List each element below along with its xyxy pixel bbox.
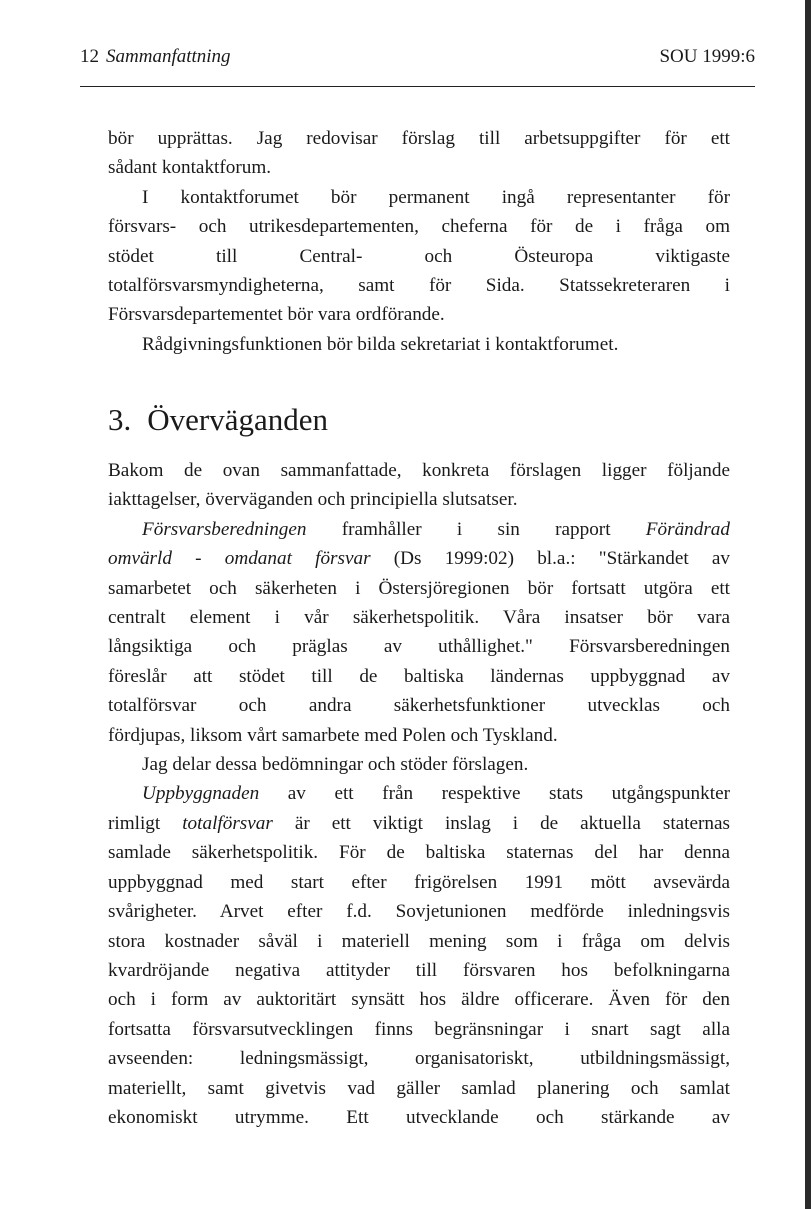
text-line: Bakom de ovan sammanfattade, konkreta förslagen ligger följande — [108, 460, 730, 481]
page-edge-shadow — [805, 0, 811, 1209]
text-line: svårigheter. Arvet efter f.d. Sovjetunionen medförde inledningsvis — [108, 901, 730, 923]
text-line: I kontaktforumet bör permanent ingå representanter för — [142, 186, 730, 208]
italic-ref: Uppbyggnaden — [142, 783, 260, 805]
running-head-left — [80, 46, 231, 68]
text-span: (Ds 1999:02) bl.a.: "Stärkandet av — [370, 548, 730, 570]
text-line: fortsatta försvarsutvecklingen finns begränsningar i snart sagt alla — [108, 1018, 730, 1040]
text-line: materiellt, samt givetvis vad gäller samlad planering och samlat — [108, 1077, 730, 1099]
text-line: samlade säkerhetspolitik. För de baltiska staternas del har denna — [108, 842, 730, 864]
text-line: stora kostnader såväl i materiell mening som i fråga om delvis — [108, 930, 730, 952]
running-head — [80, 46, 755, 76]
text-line: fördjupas, liksom vårt samarbete med Polen och Tyskland. — [108, 724, 558, 746]
italic-ref: omvärld - omdanat försvar — [108, 548, 371, 570]
intro-text — [108, 124, 730, 359]
text-line: iakttagelser, överväganden och principiella slutsatser. — [108, 489, 518, 511]
text-line: sådant kontaktforum. — [108, 157, 272, 179]
italic-ref: Förändrad — [645, 518, 730, 540]
text-line: försvars- och utrikesdepartementen, cheferna för de i fråga om — [108, 216, 730, 238]
text-line: långsiktiga och präglas av uthållighet." Försvarsberedningen — [108, 636, 730, 658]
text-line: bör upprättas. Jag redovisar förslag till arbetsuppgifter för ett — [108, 128, 730, 149]
section-title: Överväganden — [147, 402, 328, 437]
text-span: rimligt — [108, 812, 183, 834]
text-line: stödet till Central- och Östeuropa viktigaste — [108, 245, 730, 267]
italic-ref: Försvarsberedningen — [142, 518, 307, 540]
text-line: totalförsvar och andra säkerhetsfunktioner utvecklas och — [108, 695, 730, 717]
text-line: Rådgivningsfunktionen bör bilda sekretariat i kontaktforumet. — [142, 333, 619, 355]
text-line: samarbetet och säkerheten i Östersjöregionen bör fortsatt utgöra ett — [108, 577, 730, 599]
text-line: centralt element i vår säkerhetspolitik. Våra insatser bör vara — [108, 607, 730, 629]
text-line: Försvarsdepartementet bör vara ordförande. — [108, 304, 445, 326]
text-line: avseenden: ledningsmässigt, organisatoriskt, utbildningsmässigt, — [108, 1048, 730, 1070]
text-line: uppbyggnad med start efter frigörelsen 1991 mött avsevärda — [108, 871, 730, 893]
text-line: ekonomiskt utrymme. Ett utvecklande och stärkande av — [108, 1106, 730, 1128]
text-line: Jag delar dessa bedömningar och stöder förslagen. — [142, 754, 529, 776]
section-title: Sammanfattning — [106, 46, 231, 67]
section-number: 3. — [108, 402, 132, 437]
header-rule — [80, 86, 755, 87]
text-line: totalförsvarsmyndigheterna, samt för Sida. Statssekreteraren i — [108, 275, 730, 297]
page-number: 12 — [80, 46, 99, 67]
text-span: är ett viktigt inslag i de aktuella staternas — [272, 812, 730, 834]
text-span: framhåller i sin rapport — [306, 518, 646, 540]
text-line — [108, 544, 730, 573]
report-id: SOU 1999:6 — [659, 46, 755, 67]
body-text — [108, 456, 730, 1132]
text-line — [108, 809, 730, 838]
text-line — [108, 779, 730, 808]
italic-ref: totalförsvar — [182, 812, 273, 834]
text-line — [108, 515, 730, 544]
section-heading — [108, 400, 328, 440]
text-line: föreslår att stödet till de baltiska ländernas uppbyggnad av — [108, 665, 730, 687]
text-span: av ett från respektive stats utgångspunkter — [259, 783, 730, 805]
text-line: kvardröjande negativa attityder till försvaren hos befolkningarna — [108, 959, 730, 981]
text-line: och i form av auktoritärt synsätt hos äldre officerare. Även för den — [108, 989, 730, 1011]
